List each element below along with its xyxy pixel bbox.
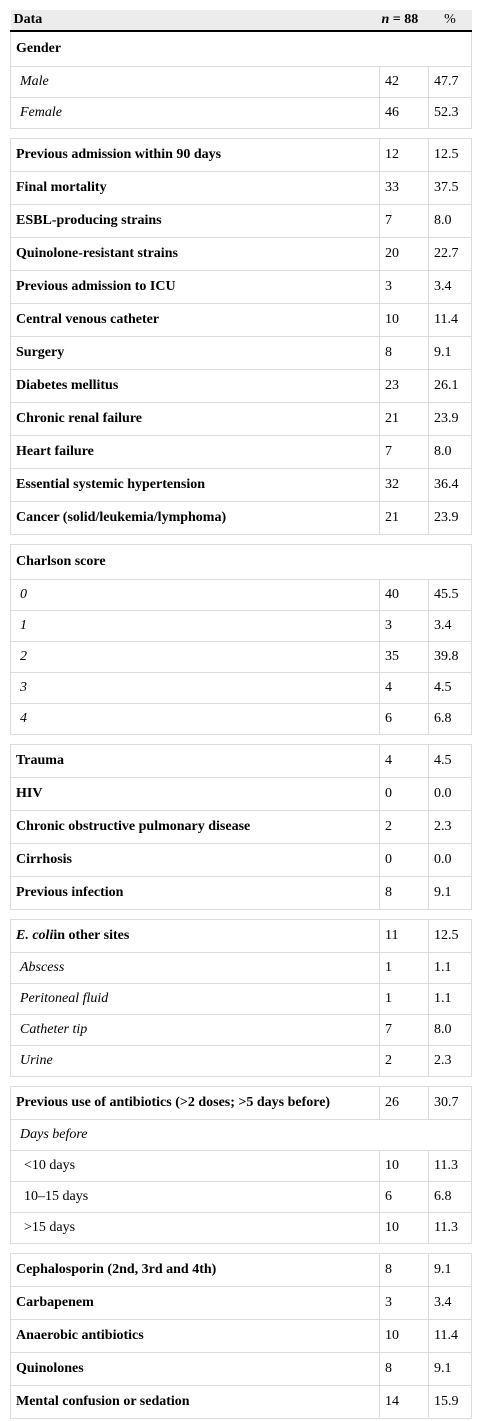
table-row: [11, 844, 472, 877]
spacer-cell: [11, 1244, 472, 1254]
row-percent: 37.5: [429, 172, 472, 205]
row-count: 6: [380, 704, 429, 735]
row-count: 1: [380, 984, 429, 1015]
table-row: [11, 139, 472, 172]
row-label: Cephalosporin (2nd, 3rd and 4th): [11, 1254, 380, 1287]
row-percent: 4.5: [429, 673, 472, 704]
row-label: Previous admission to ICU: [11, 271, 380, 304]
row-count: 4: [380, 673, 429, 704]
row-count: 2: [380, 1046, 429, 1077]
row-percent: 2.3: [429, 1046, 472, 1077]
row-label: Previous use of antibiotics (>2 doses; >5 days before): [11, 1087, 380, 1120]
row-label: Catheter tip: [11, 1015, 380, 1046]
row-label: Peritoneal fluid: [11, 984, 380, 1015]
row-percent: 52.3: [429, 98, 472, 129]
row-percent: 30.7: [429, 1087, 472, 1120]
row-percent: 3.4: [429, 611, 472, 642]
row-label-rest: in other sites: [53, 928, 130, 943]
row-percent: 4.5: [429, 745, 472, 778]
table-row: [11, 1182, 472, 1213]
row-percent: 8.0: [429, 1015, 472, 1046]
spacer-row: [11, 129, 472, 139]
row-label: Central venous catheter: [11, 304, 380, 337]
row-count: 46: [380, 98, 429, 129]
patient-characteristics-table: [10, 10, 472, 1419]
row-count: 7: [380, 205, 429, 238]
section-header-row: [11, 31, 472, 67]
row-label: Diabetes mellitus: [11, 370, 380, 403]
table-row: [11, 811, 472, 844]
organism-name: E. coli: [16, 928, 54, 943]
table-row: [11, 1320, 472, 1353]
table-row: [11, 611, 472, 642]
table-row: [11, 337, 472, 370]
spacer-cell: [11, 910, 472, 920]
row-label: Chronic obstructive pulmonary disease: [11, 811, 380, 844]
row-label: 3: [11, 673, 380, 704]
row-count: 4: [380, 745, 429, 778]
data-table-container: [10, 10, 471, 1419]
row-label: Surgery: [11, 337, 380, 370]
row-label: 2: [11, 642, 380, 673]
row-label: Quinolone-resistant strains: [11, 238, 380, 271]
row-percent: 11.3: [429, 1151, 472, 1182]
row-percent: 11.4: [429, 304, 472, 337]
row-count: 14: [380, 1386, 429, 1419]
row-percent: 8.0: [429, 436, 472, 469]
row-count: 12: [380, 139, 429, 172]
table-row: [11, 1386, 472, 1419]
table-row: [11, 984, 472, 1015]
spacer-row: [11, 535, 472, 545]
table-row: [11, 98, 472, 129]
row-percent: 12.5: [429, 139, 472, 172]
row-count: 26: [380, 1087, 429, 1120]
row-count: 6: [380, 1182, 429, 1213]
row-percent: 9.1: [429, 877, 472, 910]
table-row: [11, 1046, 472, 1077]
row-percent: 1.1: [429, 953, 472, 984]
row-count: 35: [380, 642, 429, 673]
row-percent: 39.8: [429, 642, 472, 673]
spacer-cell: [11, 1077, 472, 1087]
row-label: 0: [11, 580, 380, 611]
table-row: [11, 436, 472, 469]
row-label: Essential systemic hypertension: [11, 469, 380, 502]
row-count: 21: [380, 502, 429, 535]
row-percent: 8.0: [429, 205, 472, 238]
row-percent: 6.8: [429, 704, 472, 735]
section-label: Gender: [11, 31, 472, 67]
row-percent: 3.4: [429, 271, 472, 304]
row-count: 11: [380, 920, 429, 953]
row-percent: 45.5: [429, 580, 472, 611]
row-count: 40: [380, 580, 429, 611]
table-row: [11, 778, 472, 811]
table-row: [11, 1287, 472, 1320]
row-label: Trauma: [11, 745, 380, 778]
row-label: Previous admission within 90 days: [11, 139, 380, 172]
table-row: [11, 271, 472, 304]
row-label: 4: [11, 704, 380, 735]
row-count: 3: [380, 611, 429, 642]
row-label: [11, 920, 380, 953]
row-count: 8: [380, 337, 429, 370]
row-label: Final mortality: [11, 172, 380, 205]
row-percent: 9.1: [429, 337, 472, 370]
row-count: 2: [380, 811, 429, 844]
row-count: 32: [380, 469, 429, 502]
spacer-cell: [11, 129, 472, 139]
table-row: [11, 920, 472, 953]
row-percent: 23.9: [429, 403, 472, 436]
row-count: 21: [380, 403, 429, 436]
table-row: [11, 1151, 472, 1182]
row-count: 10: [380, 1213, 429, 1244]
table-row: [11, 1353, 472, 1386]
row-percent: 9.1: [429, 1353, 472, 1386]
table-row: [11, 642, 472, 673]
row-label: Cancer (solid/leukemia/lymphoma): [11, 502, 380, 535]
row-count: 0: [380, 778, 429, 811]
header-row: [11, 10, 472, 31]
header-n-var: n: [381, 12, 390, 27]
row-percent: 0.0: [429, 778, 472, 811]
row-percent: 2.3: [429, 811, 472, 844]
table-row: [11, 502, 472, 535]
row-percent: 6.8: [429, 1182, 472, 1213]
table-row: [11, 1254, 472, 1287]
header-percent: %: [429, 10, 472, 31]
table-row: [11, 67, 472, 98]
row-label: >15 days: [11, 1213, 380, 1244]
row-count: 8: [380, 877, 429, 910]
header-data: Data: [11, 10, 380, 31]
row-percent: 47.7: [429, 67, 472, 98]
row-label: Urine: [11, 1046, 380, 1077]
table-row: [11, 1213, 472, 1244]
header-n-eq: = 88: [389, 12, 419, 27]
row-label: 10–15 days: [11, 1182, 380, 1213]
spacer-row: [11, 1077, 472, 1087]
row-count: 10: [380, 304, 429, 337]
table-row: [11, 1087, 472, 1120]
header-n: [380, 10, 429, 31]
row-label: Mental confusion or sedation: [11, 1386, 380, 1419]
row-label: Anaerobic antibiotics: [11, 1320, 380, 1353]
table-row: [11, 877, 472, 910]
table-row: [11, 304, 472, 337]
row-label: Cirrhosis: [11, 844, 380, 877]
row-percent: 3.4: [429, 1287, 472, 1320]
row-percent: 12.5: [429, 920, 472, 953]
row-label: ESBL-producing strains: [11, 205, 380, 238]
row-label: Abscess: [11, 953, 380, 984]
table-row: [11, 370, 472, 403]
row-label: Heart failure: [11, 436, 380, 469]
table-row: [11, 953, 472, 984]
row-label: 1: [11, 611, 380, 642]
spacer-row: [11, 910, 472, 920]
row-percent: 11.3: [429, 1213, 472, 1244]
row-percent: 15.9: [429, 1386, 472, 1419]
table-row: [11, 205, 472, 238]
section-header-row: [11, 1120, 472, 1151]
row-count: 0: [380, 844, 429, 877]
row-label: HIV: [11, 778, 380, 811]
row-percent: 1.1: [429, 984, 472, 1015]
row-percent: 0.0: [429, 844, 472, 877]
row-percent: 36.4: [429, 469, 472, 502]
row-count: 8: [380, 1254, 429, 1287]
spacer-row: [11, 735, 472, 745]
row-label: Chronic renal failure: [11, 403, 380, 436]
row-percent: 26.1: [429, 370, 472, 403]
row-count: 42: [380, 67, 429, 98]
spacer-cell: [11, 535, 472, 545]
table-row: [11, 238, 472, 271]
spacer-row: [11, 1244, 472, 1254]
row-percent: 9.1: [429, 1254, 472, 1287]
row-label: <10 days: [11, 1151, 380, 1182]
row-count: 23: [380, 370, 429, 403]
row-count: 3: [380, 271, 429, 304]
section-label: Charlson score: [11, 545, 472, 580]
table-row: [11, 1015, 472, 1046]
row-count: 10: [380, 1320, 429, 1353]
row-label: Previous infection: [11, 877, 380, 910]
row-label: Carbapenem: [11, 1287, 380, 1320]
row-count: 33: [380, 172, 429, 205]
row-count: 7: [380, 1015, 429, 1046]
row-count: 7: [380, 436, 429, 469]
row-count: 1: [380, 953, 429, 984]
spacer-cell: [11, 735, 472, 745]
row-percent: 23.9: [429, 502, 472, 535]
table-body: [11, 31, 472, 1419]
table-row: [11, 745, 472, 778]
table-row: [11, 704, 472, 735]
row-count: 3: [380, 1287, 429, 1320]
table-row: [11, 172, 472, 205]
table-row: [11, 673, 472, 704]
row-percent: 22.7: [429, 238, 472, 271]
table-row: [11, 469, 472, 502]
section-label: Days before: [11, 1120, 472, 1151]
table-row: [11, 403, 472, 436]
row-label: Female: [11, 98, 380, 129]
section-header-row: [11, 545, 472, 580]
row-count: 8: [380, 1353, 429, 1386]
table-header: [11, 10, 472, 31]
row-count: 10: [380, 1151, 429, 1182]
row-count: 20: [380, 238, 429, 271]
table-row: [11, 580, 472, 611]
row-percent: 11.4: [429, 1320, 472, 1353]
row-label: Quinolones: [11, 1353, 380, 1386]
row-label: Male: [11, 67, 380, 98]
